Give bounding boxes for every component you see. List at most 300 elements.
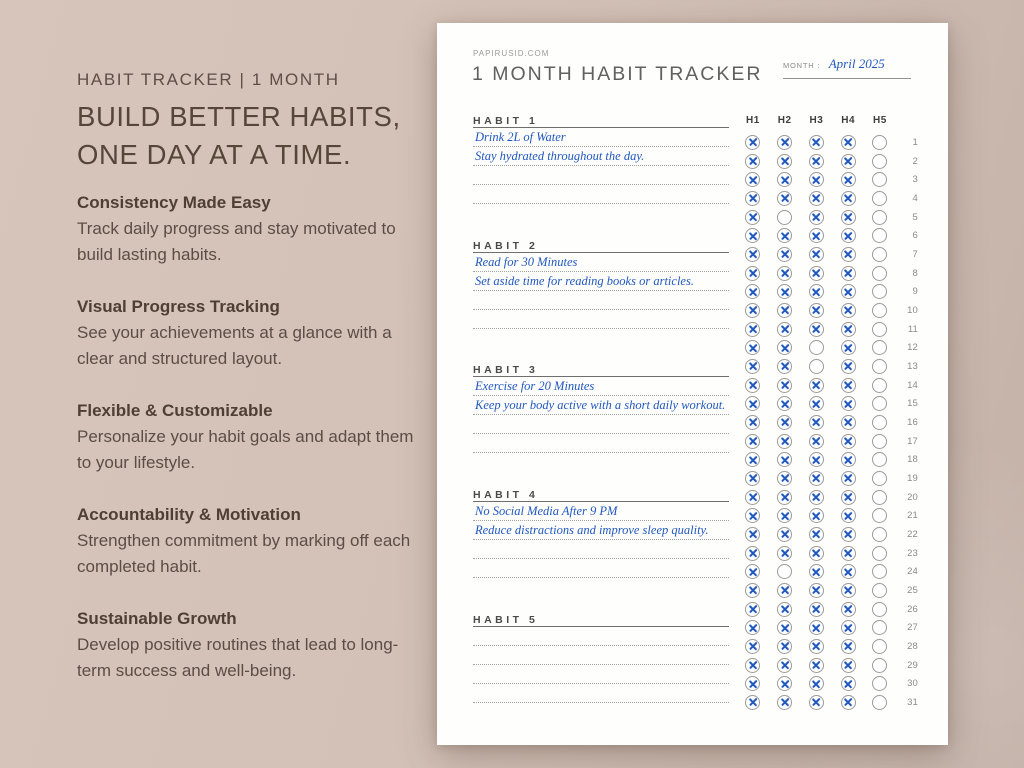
day-number: 17 [907,435,918,447]
day-row [737,301,927,320]
checked-circle-icon [809,471,824,486]
checked-circle-icon [745,676,760,691]
day-row [737,693,927,712]
checked-circle-icon [841,266,856,281]
day-number: 14 [907,379,918,391]
habit-writing-line [473,646,729,665]
day-number: 21 [907,510,918,522]
empty-circle-icon [872,658,887,673]
day-row [737,674,927,693]
grid-cell [801,527,833,542]
grid-cell [801,266,833,281]
grid-cell [864,228,896,243]
day-row [737,432,927,451]
grid-cell [801,620,833,635]
habit-writing-line [473,377,729,396]
grid-cell [832,602,864,617]
page-title: 1 MONTH HABIT TRACKER [472,63,763,85]
headline [77,98,429,174]
grid-cell [737,135,769,150]
grid-cell [769,676,801,691]
habit-writing-line [473,434,729,453]
checked-circle-icon [745,172,760,187]
checked-circle-icon [777,508,792,523]
headline-line-2: ONE DAY AT A TIME. [77,139,352,170]
grid-cell [864,434,896,449]
habit-writing-line [473,665,729,684]
checked-circle-icon [745,658,760,673]
day-number: 13 [907,360,918,372]
grid-cell [769,452,801,467]
empty-circle-icon [872,415,887,430]
checked-circle-icon [777,583,792,598]
empty-circle-icon [872,322,887,337]
grid-cell [832,228,864,243]
empty-circle-icon [872,620,887,635]
feature-item [77,190,429,268]
empty-circle-icon [777,564,792,579]
habit-description-handwriting: Stay hydrated throughout the day. [475,149,645,163]
grid-cell [832,191,864,206]
checked-circle-icon [809,658,824,673]
grid-cell [737,284,769,299]
grid-column-header: H2 [777,115,792,126]
day-row [737,544,927,563]
day-row [737,133,927,152]
checked-circle-icon [841,676,856,691]
grid-cell [801,676,833,691]
checked-circle-icon [777,154,792,169]
grid-cell [864,284,896,299]
habit-section [473,489,729,614]
grid-cell [737,639,769,654]
grid-cell [864,620,896,635]
grid-cell [801,452,833,467]
checked-circle-icon [809,210,824,225]
grid-cell [832,322,864,337]
checked-circle-icon [809,583,824,598]
checked-circle-icon [745,508,760,523]
checked-circle-icon [809,676,824,691]
checked-circle-icon [809,415,824,430]
grid-cell [801,359,833,374]
grid-cell [801,135,833,150]
checked-circle-icon [841,639,856,654]
grid-cell [737,154,769,169]
grid-cell [832,135,864,150]
grid-cell [769,396,801,411]
grid-cell [832,415,864,430]
grid-cell [769,135,801,150]
checked-circle-icon [841,527,856,542]
empty-circle-icon [809,340,824,355]
grid-cell [737,508,769,523]
checked-circle-icon [841,695,856,710]
checked-circle-icon [809,602,824,617]
habit-writing-line [473,684,729,703]
checked-circle-icon [841,359,856,374]
eyebrow-label: HABIT TRACKER | 1 MONTH [77,70,340,89]
checked-circle-icon [841,583,856,598]
day-number: 9 [912,286,918,298]
grid-cell [801,172,833,187]
grid-cell [801,154,833,169]
checked-circle-icon [745,639,760,654]
empty-circle-icon [872,695,887,710]
grid-cell [737,378,769,393]
day-number: 29 [907,659,918,671]
grid-cell [801,602,833,617]
checked-circle-icon [777,490,792,505]
grid-cell [832,266,864,281]
checked-circle-icon [841,452,856,467]
checked-circle-icon [841,434,856,449]
grid-cell [769,695,801,710]
grid-cell [864,172,896,187]
feature-item [77,294,429,372]
grid-cell [864,191,896,206]
checked-circle-icon [841,508,856,523]
feature-item [77,606,429,684]
grid-cell [832,471,864,486]
grid-cell [864,583,896,598]
checked-circle-icon [809,564,824,579]
grid-cell [832,639,864,654]
day-number: 8 [912,267,918,279]
grid-cell [801,378,833,393]
grid-cell [864,396,896,411]
grid-cell [769,172,801,187]
grid-cell [801,639,833,654]
checked-circle-icon [841,284,856,299]
checked-circle-icon [841,471,856,486]
grid-cell [801,583,833,598]
checked-circle-icon [809,639,824,654]
grid-cell [737,471,769,486]
checked-circle-icon [777,340,792,355]
grid-cell [737,602,769,617]
grid-cell [801,471,833,486]
checked-circle-icon [777,172,792,187]
empty-circle-icon [872,135,887,150]
checked-circle-icon [841,322,856,337]
day-number: 24 [907,566,918,578]
day-number: 22 [907,528,918,540]
grid-cell [769,266,801,281]
grid-cell [801,490,833,505]
grid-cell [737,172,769,187]
checked-circle-icon [809,154,824,169]
checked-circle-icon [777,266,792,281]
empty-circle-icon [872,247,887,262]
grid-cell [801,415,833,430]
grid-cell [801,508,833,523]
day-number: 6 [912,230,918,242]
grid-cell [769,508,801,523]
habit-tracker-page [437,23,948,745]
day-row [737,264,927,283]
marketing-panel [77,70,429,710]
day-row [737,226,927,245]
habit-writing-line [473,396,729,415]
grid-cell [737,266,769,281]
check-grid [737,115,927,712]
grid-cell [832,546,864,561]
checked-circle-icon [745,602,760,617]
checked-circle-icon [745,564,760,579]
habit-writing-line [473,272,729,291]
day-number: 1 [912,136,918,148]
day-row [737,562,927,581]
habit-name-handwriting: Drink 2L of Water [475,130,566,144]
habit-writing-line [473,627,729,646]
grid-cell [864,359,896,374]
day-row [737,170,927,189]
grid-cell [864,266,896,281]
checked-circle-icon [809,434,824,449]
grid-cell [832,434,864,449]
feature-item [77,502,429,580]
empty-circle-icon [809,359,824,374]
checked-circle-icon [777,471,792,486]
grid-cell [737,191,769,206]
habit-name-handwriting: No Social Media After 9 PM [475,504,618,519]
grid-cell [801,228,833,243]
checked-circle-icon [809,191,824,206]
checked-circle-icon [745,154,760,169]
checked-circle-icon [841,247,856,262]
month-value: April 2025 [828,56,885,71]
habit-writing-line [473,415,729,434]
empty-circle-icon [872,676,887,691]
checked-circle-icon [777,676,792,691]
habit-writing-line [473,559,729,578]
grid-cell [864,602,896,617]
checked-circle-icon [841,396,856,411]
habit-description-handwriting: Keep your body active with a short daily workout. [475,398,726,413]
checked-circle-icon [809,396,824,411]
grid-cell [769,602,801,617]
day-number: 15 [907,398,918,410]
grid-cell [769,471,801,486]
feature-body: Personalize your habit goals and adapt them to your lifestyle. [77,427,414,472]
grid-cell [864,471,896,486]
checked-circle-icon [777,527,792,542]
grid-cell [769,546,801,561]
day-row [737,413,927,432]
day-number: 7 [912,248,918,260]
checked-circle-icon [777,639,792,654]
habit-name-handwriting: Exercise for 20 Minutes [475,379,595,394]
checked-circle-icon [777,452,792,467]
day-row [737,488,927,507]
grid-cell [801,247,833,262]
checked-circle-icon [777,396,792,411]
feature-title: Accountability & Motivation [77,505,301,524]
habit-sections [473,115,729,738]
grid-cell [769,247,801,262]
day-row [737,600,927,619]
grid-cell [769,620,801,635]
grid-cell [769,210,801,225]
grid-cell [832,452,864,467]
checked-circle-icon [841,564,856,579]
day-row [737,581,927,600]
grid-cell [864,415,896,430]
habit-writing-line [473,310,729,329]
habit-writing-line [473,128,729,147]
grid-cell [769,303,801,318]
grid-cell [832,695,864,710]
checked-circle-icon [745,620,760,635]
grid-cell [769,284,801,299]
checked-circle-icon [745,322,760,337]
checked-circle-icon [809,546,824,561]
empty-circle-icon [872,490,887,505]
day-number: 27 [907,622,918,634]
grid-cell [737,396,769,411]
checked-circle-icon [841,228,856,243]
grid-cell [737,228,769,243]
grid-cell [832,396,864,411]
grid-cell [769,490,801,505]
day-number: 18 [907,454,918,466]
grid-cell [769,658,801,673]
grid-column-header: H4 [841,115,856,126]
grid-cell [832,247,864,262]
checked-circle-icon [777,695,792,710]
checked-circle-icon [777,658,792,673]
grid-cell [737,620,769,635]
day-number: 30 [907,678,918,690]
grid-cell [864,564,896,579]
grid-cell [832,154,864,169]
day-number: 3 [912,174,918,186]
checked-circle-icon [777,415,792,430]
empty-circle-icon [872,639,887,654]
checked-circle-icon [745,396,760,411]
grid-cell [801,284,833,299]
empty-circle-icon [872,340,887,355]
grid-cell [864,639,896,654]
grid-cell [832,340,864,355]
checked-circle-icon [841,546,856,561]
checked-circle-icon [745,247,760,262]
checked-circle-icon [809,247,824,262]
checked-circle-icon [841,135,856,150]
checked-circle-icon [745,191,760,206]
grid-cell [769,322,801,337]
grid-cell [832,676,864,691]
empty-circle-icon [872,471,887,486]
checked-circle-icon [777,602,792,617]
empty-circle-icon [872,359,887,374]
grid-cell [737,359,769,374]
feature-title: Sustainable Growth [77,609,237,628]
grid-rows [737,133,927,712]
habit-writing-line [473,291,729,310]
grid-cell [801,303,833,318]
day-row [737,152,927,171]
grid-cell [769,191,801,206]
checked-circle-icon [841,602,856,617]
checked-circle-icon [841,658,856,673]
day-row [737,357,927,376]
checked-circle-icon [809,527,824,542]
empty-circle-icon [872,210,887,225]
habit-section [473,115,729,240]
day-row [737,525,927,544]
grid-cell [832,378,864,393]
checked-circle-icon [777,191,792,206]
checked-circle-icon [841,172,856,187]
grid-column-header: H3 [809,115,824,126]
grid-cell [864,322,896,337]
feature-title: Consistency Made Easy [77,193,271,212]
checked-circle-icon [777,546,792,561]
day-number: 23 [907,547,918,559]
grid-cell [801,396,833,411]
habit-section-label: HABIT 3 [473,364,729,377]
checked-circle-icon [745,359,760,374]
habit-writing-line [473,253,729,272]
checked-circle-icon [809,378,824,393]
empty-circle-icon [872,172,887,187]
grid-cell [737,210,769,225]
grid-cell [769,639,801,654]
checked-circle-icon [745,695,760,710]
grid-cell [801,434,833,449]
checked-circle-icon [745,266,760,281]
checked-circle-icon [777,303,792,318]
checked-circle-icon [809,228,824,243]
day-number: 11 [907,323,918,335]
checked-circle-icon [809,490,824,505]
grid-cell [769,415,801,430]
habit-section-label: HABIT 2 [473,240,729,253]
grid-cell [864,303,896,318]
grid-cell [769,564,801,579]
habit-writing-line [473,166,729,185]
day-number: 26 [907,603,918,615]
habit-section [473,364,729,489]
empty-circle-icon [872,452,887,467]
checked-circle-icon [745,583,760,598]
empty-circle-icon [872,191,887,206]
empty-circle-icon [872,602,887,617]
grid-cell [737,322,769,337]
checked-circle-icon [809,284,824,299]
grid-cell [832,658,864,673]
grid-cell [737,676,769,691]
habit-description-handwriting: Reduce distractions and improve sleep quality. [475,523,709,538]
feature-body: Develop positive routines that lead to long-term success and well-being. [77,635,399,680]
day-row [737,376,927,395]
day-number: 16 [907,416,918,428]
day-number: 10 [907,304,918,316]
empty-circle-icon [872,154,887,169]
checked-circle-icon [841,620,856,635]
grid-cell [864,452,896,467]
checked-circle-icon [745,527,760,542]
checked-circle-icon [777,135,792,150]
feature-body: Strengthen commitment by marking off each completed habit. [77,531,411,576]
grid-cell [832,508,864,523]
checked-circle-icon [841,378,856,393]
habit-section-label: HABIT 4 [473,489,729,502]
day-number: 4 [912,192,918,204]
habit-writing-line [473,502,729,521]
